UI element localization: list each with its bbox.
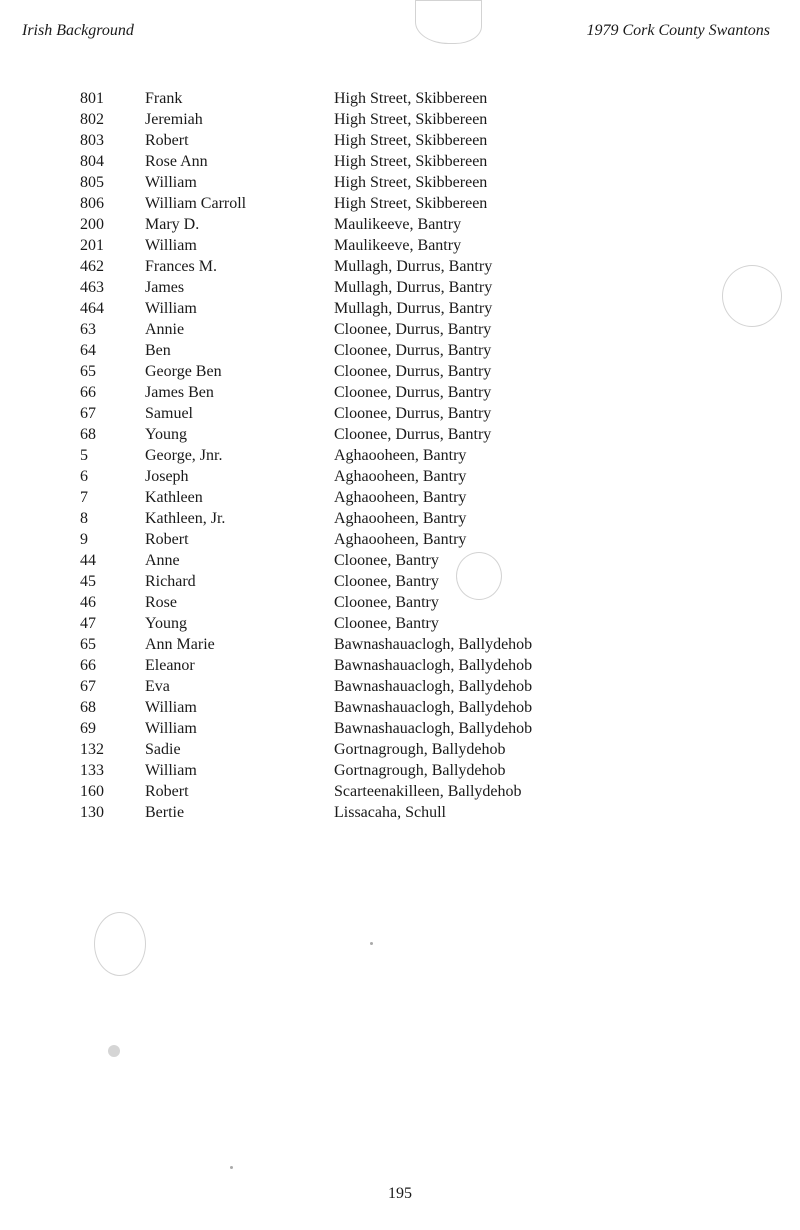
list-item <box>0 613 800 634</box>
record-place: High Street, Skibbereen <box>334 132 488 149</box>
stain-mark <box>94 912 146 976</box>
record-place: Cloonee, Bantry <box>334 573 439 590</box>
record-number: 65 <box>80 636 96 653</box>
record-name: Young <box>145 426 187 443</box>
record-name: Robert <box>145 531 189 548</box>
record-number: 463 <box>80 279 104 296</box>
list-item <box>0 256 800 277</box>
record-name: Robert <box>145 132 189 149</box>
speck-mark <box>230 1166 233 1169</box>
list-item <box>0 445 800 466</box>
record-name: William Carroll <box>145 195 247 212</box>
record-number: 63 <box>80 321 96 338</box>
list-item <box>0 592 800 613</box>
record-place: Bawnashauaclogh, Ballydehob <box>334 657 533 674</box>
list-item <box>0 802 800 823</box>
record-number: 9 <box>80 531 88 548</box>
list-item <box>0 151 800 172</box>
record-name: Kathleen, Jr. <box>145 510 226 527</box>
records-list <box>0 88 800 823</box>
record-name: Samuel <box>145 405 193 422</box>
record-name: Annie <box>145 321 185 338</box>
list-item <box>0 424 800 445</box>
header-right: 1979 Cork County Swantons <box>586 22 770 39</box>
record-place: High Street, Skibbereen <box>334 153 488 170</box>
list-item <box>0 466 800 487</box>
header-left: Irish Background <box>22 22 134 39</box>
record-place: High Street, Skibbereen <box>334 195 488 212</box>
record-place: Bawnashauaclogh, Ballydehob <box>334 699 533 716</box>
record-number: 200 <box>80 216 104 233</box>
record-place: High Street, Skibbereen <box>334 111 488 128</box>
record-place: Lissacaha, Schull <box>334 804 446 821</box>
record-name: Frank <box>145 90 183 107</box>
page-number: 195 <box>388 1185 412 1202</box>
speck-mark <box>370 942 373 945</box>
list-item <box>0 277 800 298</box>
record-name: Robert <box>145 783 189 800</box>
record-place: Aghaooheen, Bantry <box>334 531 467 548</box>
record-number: 804 <box>80 153 104 170</box>
record-number: 802 <box>80 111 104 128</box>
record-name: William <box>145 237 197 254</box>
record-name: William <box>145 762 197 779</box>
record-place: Cloonee, Bantry <box>334 615 439 632</box>
record-number: 46 <box>80 594 96 611</box>
list-item <box>0 718 800 739</box>
record-name: Jeremiah <box>145 111 203 128</box>
record-number: 64 <box>80 342 96 359</box>
record-name: William <box>145 174 197 191</box>
record-place: Mullagh, Durrus, Bantry <box>334 279 493 296</box>
record-place: High Street, Skibbereen <box>334 90 488 107</box>
list-item <box>0 487 800 508</box>
list-item <box>0 781 800 802</box>
record-place: Aghaooheen, Bantry <box>334 447 467 464</box>
record-name: Joseph <box>145 468 189 485</box>
record-place: Cloonee, Durrus, Bantry <box>334 321 492 338</box>
record-name: James Ben <box>145 384 214 401</box>
record-name: Eleanor <box>145 657 195 674</box>
record-place: Bawnashauaclogh, Ballydehob <box>334 720 533 737</box>
record-number: 201 <box>80 237 104 254</box>
record-name: George, Jnr. <box>145 447 223 464</box>
record-name: Mary D. <box>145 216 200 233</box>
record-place: Aghaooheen, Bantry <box>334 489 467 506</box>
record-place: Scarteenakilleen, Ballydehob <box>334 783 522 800</box>
record-place: Bawnashauaclogh, Ballydehob <box>334 678 533 695</box>
record-name: Ann Marie <box>145 636 215 653</box>
speck-mark <box>108 1045 120 1057</box>
record-name: Richard <box>145 573 196 590</box>
record-place: Gortnagrough, Ballydehob <box>334 762 506 779</box>
list-item <box>0 739 800 760</box>
record-number: 44 <box>80 552 96 569</box>
record-number: 462 <box>80 258 104 275</box>
record-number: 7 <box>80 489 88 506</box>
record-place: Mullagh, Durrus, Bantry <box>334 258 493 275</box>
record-place: Cloonee, Durrus, Bantry <box>334 426 492 443</box>
record-number: 133 <box>80 762 104 779</box>
record-place: Cloonee, Durrus, Bantry <box>334 342 492 359</box>
record-number: 68 <box>80 426 96 443</box>
list-item <box>0 298 800 319</box>
record-name: William <box>145 699 197 716</box>
record-place: Cloonee, Durrus, Bantry <box>334 384 492 401</box>
list-item <box>0 571 800 592</box>
record-number: 5 <box>80 447 88 464</box>
record-number: 47 <box>80 615 96 632</box>
record-number: 6 <box>80 468 88 485</box>
record-place: Aghaooheen, Bantry <box>334 468 467 485</box>
list-item <box>0 655 800 676</box>
record-name: Sadie <box>145 741 181 758</box>
record-number: 68 <box>80 699 96 716</box>
record-name: Eva <box>145 678 170 695</box>
record-place: Cloonee, Bantry <box>334 594 439 611</box>
list-item <box>0 508 800 529</box>
record-place: High Street, Skibbereen <box>334 174 488 191</box>
record-number: 160 <box>80 783 104 800</box>
record-number: 464 <box>80 300 104 317</box>
record-place: Maulikeeve, Bantry <box>334 237 462 254</box>
record-name: Frances M. <box>145 258 217 275</box>
list-item <box>0 361 800 382</box>
record-name: Kathleen <box>145 489 203 506</box>
record-name: Rose <box>145 594 177 611</box>
record-number: 132 <box>80 741 104 758</box>
list-item <box>0 88 800 109</box>
record-number: 8 <box>80 510 88 527</box>
record-number: 130 <box>80 804 104 821</box>
record-place: Cloonee, Durrus, Bantry <box>334 363 492 380</box>
record-place: Gortnagrough, Ballydehob <box>334 741 506 758</box>
record-name: Young <box>145 615 187 632</box>
record-name: George Ben <box>145 363 222 380</box>
record-number: 65 <box>80 363 96 380</box>
record-number: 66 <box>80 657 96 674</box>
list-item <box>0 550 800 571</box>
record-number: 806 <box>80 195 104 212</box>
list-item <box>0 697 800 718</box>
list-item <box>0 529 800 550</box>
record-number: 69 <box>80 720 96 737</box>
list-item <box>0 172 800 193</box>
list-item <box>0 634 800 655</box>
record-name: James <box>145 279 185 296</box>
stain-mark <box>415 0 482 44</box>
list-item <box>0 340 800 361</box>
record-place: Bawnashauaclogh, Ballydehob <box>334 636 533 653</box>
record-number: 67 <box>80 678 96 695</box>
list-item <box>0 193 800 214</box>
list-item <box>0 130 800 151</box>
list-item <box>0 760 800 781</box>
record-number: 805 <box>80 174 104 191</box>
record-name: William <box>145 300 197 317</box>
record-name: William <box>145 720 197 737</box>
list-item <box>0 382 800 403</box>
record-place: Mullagh, Durrus, Bantry <box>334 300 493 317</box>
record-number: 45 <box>80 573 96 590</box>
record-place: Maulikeeve, Bantry <box>334 216 462 233</box>
record-number: 66 <box>80 384 96 401</box>
record-place: Cloonee, Durrus, Bantry <box>334 405 492 422</box>
record-name: Bertie <box>145 804 185 821</box>
list-item <box>0 403 800 424</box>
record-number: 803 <box>80 132 104 149</box>
record-name: Ben <box>145 342 171 359</box>
list-item <box>0 319 800 340</box>
record-place: Aghaooheen, Bantry <box>334 510 467 527</box>
list-item <box>0 676 800 697</box>
list-item <box>0 109 800 130</box>
record-number: 801 <box>80 90 104 107</box>
record-name: Anne <box>145 552 180 569</box>
list-item <box>0 235 800 256</box>
record-name: Rose Ann <box>145 153 208 170</box>
record-place: Cloonee, Bantry <box>334 552 439 569</box>
list-item <box>0 214 800 235</box>
record-number: 67 <box>80 405 96 422</box>
